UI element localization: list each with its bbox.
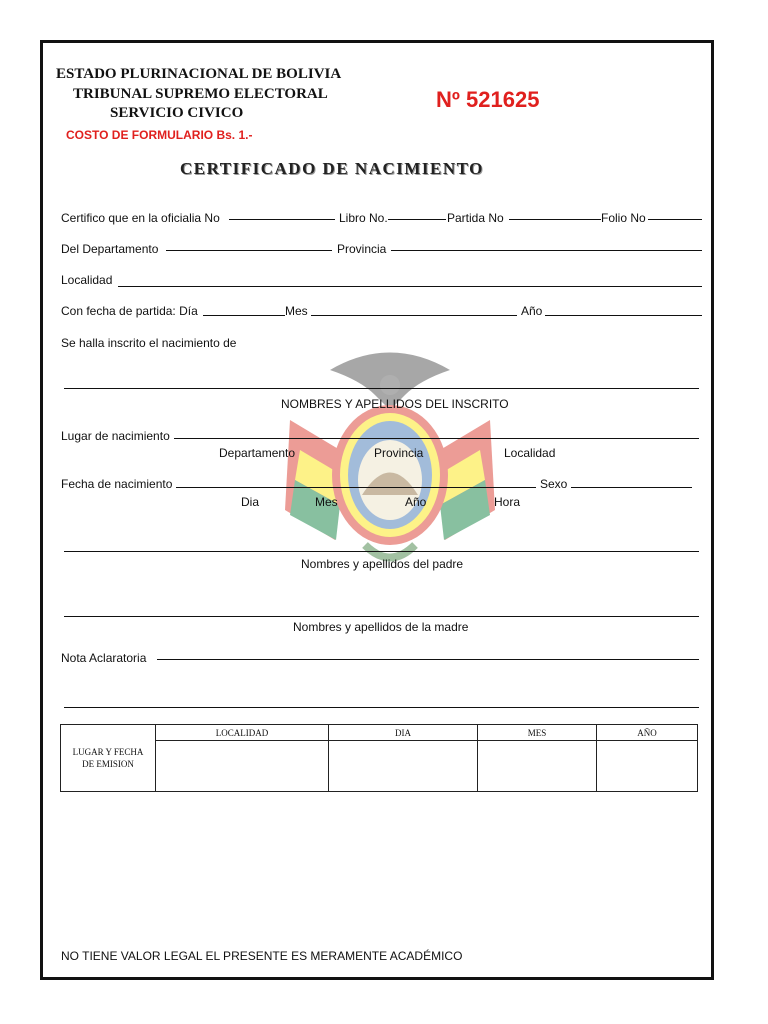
- sub-provincia: Provincia: [374, 446, 424, 460]
- fecha-partida-label: Con fecha de partida: Día: [61, 304, 198, 318]
- cell-anio[interactable]: [597, 741, 698, 792]
- madre-caption: Nombres y apellidos de la madre: [293, 620, 469, 634]
- sub-localidad: Localidad: [504, 446, 556, 460]
- sub-departamento: Departamento: [219, 446, 296, 460]
- provincia-label: Provincia: [337, 242, 387, 256]
- fecha-partida-mes-field[interactable]: [311, 315, 517, 316]
- nota-label: Nota Aclaratoria: [61, 651, 147, 665]
- sexo-label: Sexo: [540, 477, 568, 491]
- header-anio: AÑO: [597, 725, 698, 741]
- padre-caption: Nombres y apellidos del padre: [301, 557, 464, 571]
- header-tribunal: TRIBUNAL SUPREMO ELECTORAL: [73, 86, 328, 102]
- localidad-label: Localidad: [61, 273, 113, 287]
- madre-field[interactable]: [64, 616, 699, 617]
- oficialia-label: Certifico que en la oficialia No: [61, 211, 220, 225]
- inscrito-name-field[interactable]: [64, 388, 699, 389]
- sub-mes: Mes: [315, 495, 338, 509]
- sub-dia: Dia: [241, 495, 260, 509]
- header-dia: DIA: [329, 725, 478, 741]
- inscrito-label: Se halla inscrito el nacimiento de: [61, 336, 237, 350]
- cell-localidad[interactable]: [156, 741, 329, 792]
- fecha-partida-mes-label: Mes: [285, 304, 308, 318]
- cell-mes[interactable]: [478, 741, 597, 792]
- emission-label-line-2: DE EMISION: [82, 759, 134, 769]
- folio-label: Folio No: [601, 211, 646, 225]
- header-state: ESTADO PLURINACIONAL DE BOLIVIA: [56, 66, 342, 82]
- fecha-partida-dia-field[interactable]: [203, 315, 285, 316]
- libro-field[interactable]: [388, 219, 446, 220]
- inscrito-caption: NOMBRES Y APELLIDOS DEL INSCRITO: [281, 397, 509, 411]
- fecha-partida-anio-field[interactable]: [545, 315, 702, 316]
- sexo-field[interactable]: [571, 487, 692, 488]
- fecha-nacimiento-field[interactable]: [176, 487, 536, 488]
- departamento-field[interactable]: [166, 250, 332, 251]
- nota-field[interactable]: [157, 659, 699, 660]
- fecha-partida-anio-label: Año: [521, 304, 543, 318]
- header-mes: MES: [478, 725, 597, 741]
- provincia-field[interactable]: [391, 250, 702, 251]
- partida-label: Partida No: [447, 211, 504, 225]
- oficialia-field[interactable]: [229, 219, 335, 220]
- lugar-nacimiento-field[interactable]: [174, 438, 699, 439]
- sub-anio: Año: [405, 495, 427, 509]
- folio-field[interactable]: [648, 219, 702, 220]
- sub-hora: Hora: [494, 495, 521, 509]
- certificate-title: CERTIFICADO DE NACIMIENTO: [180, 159, 484, 178]
- localidad-field[interactable]: [118, 286, 702, 287]
- nota-field-line-2[interactable]: [64, 707, 699, 708]
- form-number: Nº 521625: [436, 87, 540, 112]
- padre-field[interactable]: [64, 551, 699, 552]
- emission-row-label: [61, 725, 156, 792]
- libro-label: Libro No.: [339, 211, 388, 225]
- legal-disclaimer: NO TIENE VALOR LEGAL EL PRESENTE ES MERAMENTE ACADÉMICO: [61, 949, 463, 963]
- form-cost: COSTO DE FORMULARIO Bs. 1.-: [66, 128, 253, 142]
- emission-table: [60, 724, 698, 792]
- cell-dia[interactable]: [329, 741, 478, 792]
- header-service: SERVICIO CIVICO: [110, 105, 244, 121]
- lugar-nacimiento-label: Lugar de nacimiento: [61, 429, 170, 443]
- emission-label-line-1: LUGAR Y FECHA: [72, 747, 144, 757]
- fecha-nacimiento-label: Fecha de nacimiento: [61, 477, 173, 491]
- departamento-label: Del Departamento: [61, 242, 159, 256]
- header-localidad: LOCALIDAD: [156, 725, 329, 741]
- partida-field[interactable]: [509, 219, 601, 220]
- bolivia-coat-of-arms-icon: [270, 340, 510, 580]
